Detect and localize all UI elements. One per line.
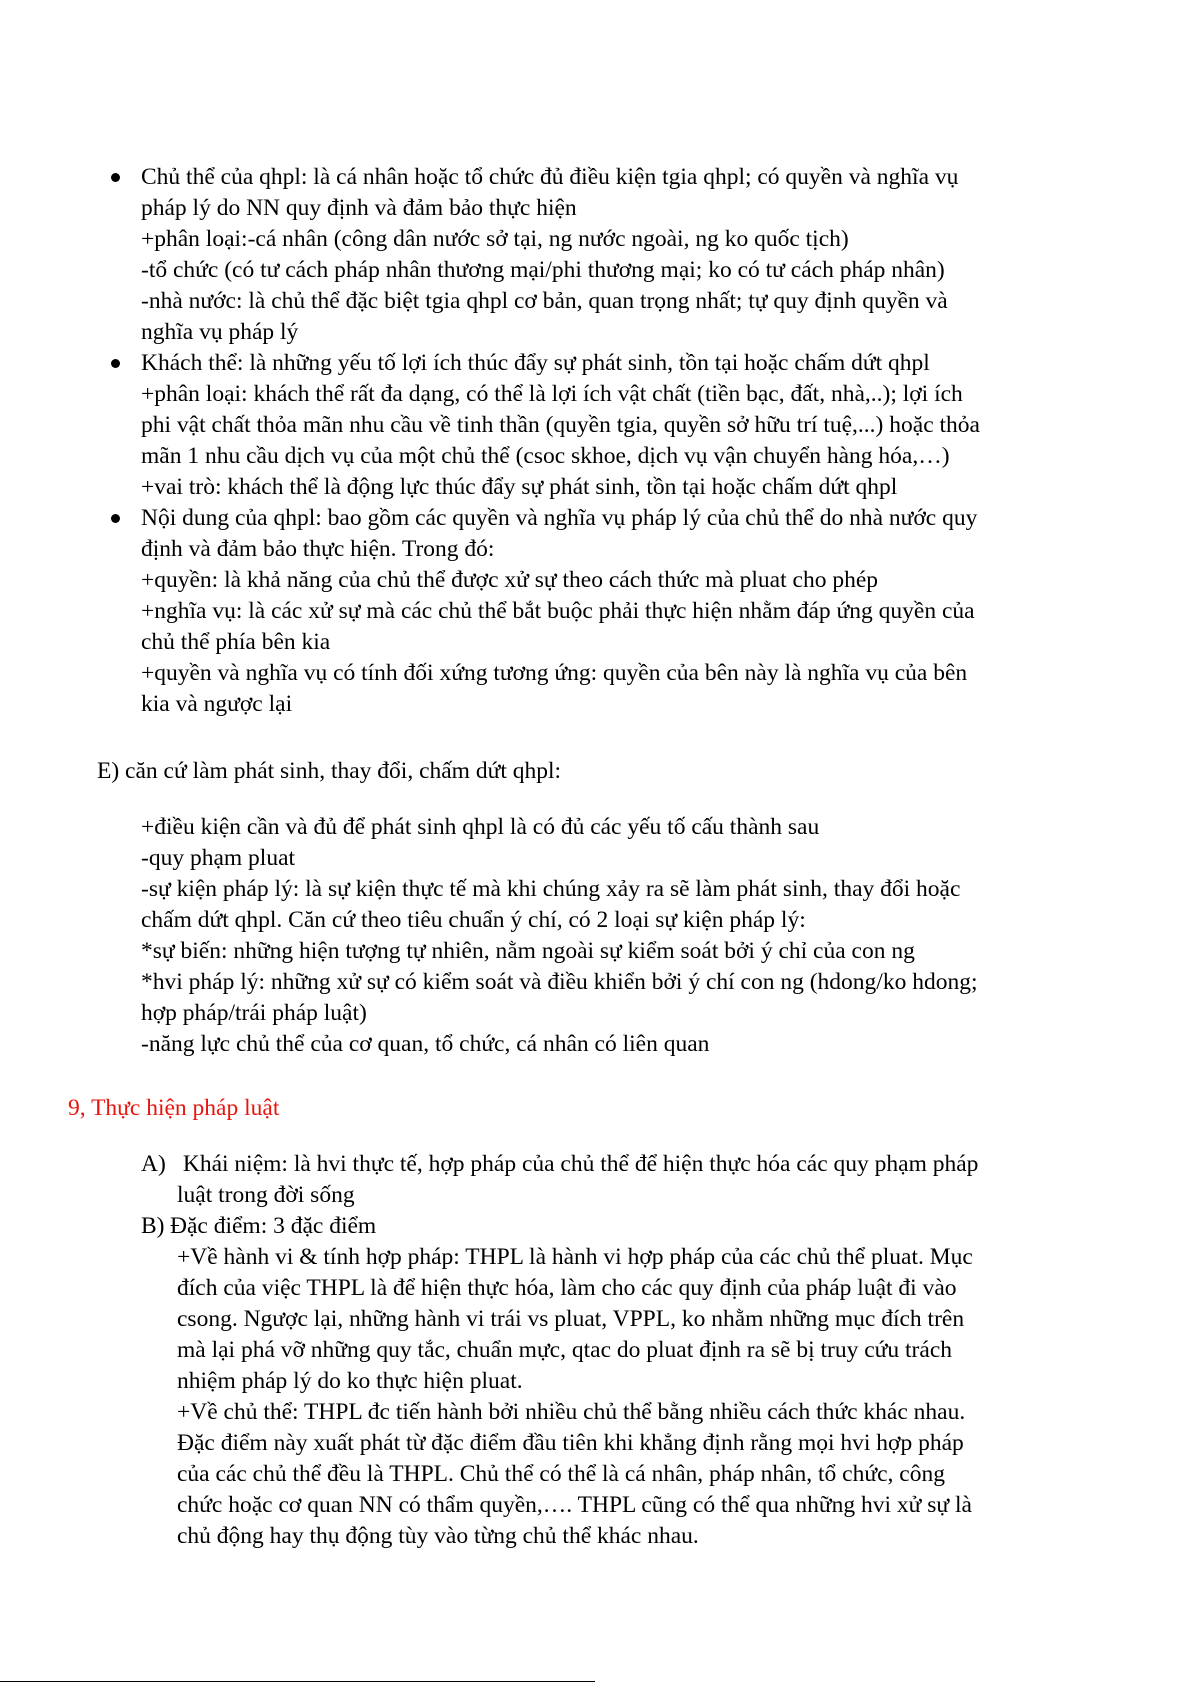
text-line: luật trong đời sống — [177, 1182, 355, 1208]
text-line: +quyền và nghĩa vụ có tính đối xứng tương ứng: quyền của bên này là nghĩa vụ của bên — [141, 660, 968, 686]
text-line: định và đảm bảo thực hiện. Trong đó: — [141, 536, 495, 562]
bullet-dot-icon — [111, 514, 120, 523]
text-line: mãn 1 nhu cầu dịch vụ của một chủ thể (csoc skhoe, dịch vụ vận chuyển hàng hóa,…) — [141, 443, 950, 469]
section-9-list — [141, 1149, 1141, 1552]
text-line: +Về hành vi & tính hợp pháp: THPL là hành vi hợp pháp của các chủ thể pluat. Mục — [177, 1244, 973, 1270]
text-line: +điều kiện cần và đủ để phát sinh qhpl là có đủ các yếu tố cấu thành sau — [141, 814, 820, 840]
page-bottom-rule — [0, 1681, 595, 1682]
bullet-item-object — [111, 348, 1121, 503]
text-line: -nhà nước: là chủ thể đặc biệt tgia qhpl cơ bản, quan trọng nhất; tự quy định quyền và — [141, 288, 948, 314]
text-line: -sự kiện pháp lý: là sự kiện thực tế mà khi chúng xảy ra sẽ làm phát sinh, thay đổi hoặc — [141, 876, 961, 902]
text-line: -quy phạm pluat — [141, 845, 296, 871]
text-line: chủ động hay thụ động tùy vào từng chủ thể khác nhau. — [177, 1523, 699, 1549]
text-line: Chủ thể của qhpl: là cá nhân hoặc tổ chức đủ điều kiện tgia qhpl; có quyền và nghĩa vụ — [141, 164, 959, 190]
list-marker: B) — [141, 1213, 165, 1239]
text-line: +Về chủ thể: THPL đc tiến hành bởi nhiều chủ thể bằng nhiều cách thức khác nhau. — [177, 1399, 966, 1425]
text-line: của các chủ thể đều là THPL. Chủ thể có thể là cá nhân, pháp nhân, tổ chức, công — [177, 1461, 945, 1487]
text-line: Đặc điểm này xuất phát từ đặc điểm đầu tiên khi khẳng định rằng mọi hvi hợp pháp — [177, 1430, 964, 1456]
list-marker: A) — [141, 1151, 166, 1177]
text-line: chức hoặc cơ quan NN có thẩm quyền,…. THPL cũng có thể qua những hvi xử sự là — [177, 1492, 972, 1518]
text-line: +vai trò: khách thể là động lực thúc đẩy sự phát sinh, tồn tại hoặc chấm dứt qhpl — [141, 474, 898, 500]
section-e-heading-block — [97, 756, 561, 787]
qhpl-element-list — [111, 162, 1121, 720]
text-line: +nghĩa vụ: là các xử sự mà các chủ thể bắt buộc phải thực hiện nhằm đáp ứng quyền của — [141, 598, 975, 624]
section-e-heading: E) căn cứ làm phát sinh, thay đổi, chấm dứt qhpl: — [97, 758, 562, 784]
bullet-item-subject — [111, 162, 1121, 348]
text-line: pháp lý do NN quy định và đảm bảo thực hiện — [141, 195, 577, 221]
text-line: kia và ngược lại — [141, 691, 293, 717]
section-e-body — [141, 812, 977, 1060]
list-item-concept — [141, 1149, 1141, 1211]
text-line: +quyền: là khả năng của chủ thể được xử sự theo cách thức mà pluat cho phép — [141, 567, 879, 593]
text-line: hợp pháp/trái pháp luật) — [141, 1000, 367, 1026]
section-9-heading: 9, Thực hiện pháp luật — [68, 1095, 280, 1121]
text-line: Nội dung của qhpl: bao gồm các quyền và nghĩa vụ pháp lý của chủ thể do nhà nước quy — [141, 505, 978, 531]
text-line: phi vật chất thỏa mãn nhu cầu về tinh thần (quyền tgia, quyền sở hữu trí tuệ,...) hoặc thỏa — [141, 412, 980, 438]
text-line: Đặc điểm: 3 đặc điểm — [170, 1213, 377, 1239]
text-line: chủ thể phía bên kia — [141, 629, 331, 655]
text-line: +phân loại:-cá nhân (công dân nước sở tại, ng nước ngoài, ng ko quốc tịch) — [141, 226, 849, 252]
text-line: đích của việc THPL là để hiện thực hóa, làm cho các quy định của pháp luật đi vào — [177, 1275, 957, 1301]
text-line: csong. Ngược lại, những hành vi trái vs pluat, VPPL, ko nhằm những mục đích trên — [177, 1306, 965, 1332]
text-line: chấm dứt qhpl. Căn cứ theo tiêu chuẩn ý chí, có 2 loại sự kiện pháp lý: — [141, 907, 806, 933]
text-line: Khách thể: là những yếu tố lợi ích thúc đẩy sự phát sinh, tồn tại hoặc chấm dứt qhpl — [141, 350, 930, 376]
text-line: Khái niệm: là hvi thực tế, hợp pháp của chủ thể để hiện thực hóa các quy phạm pháp — [177, 1151, 979, 1177]
bullet-item-content — [111, 503, 1121, 720]
text-line: *hvi pháp lý: những xử sự có kiểm soát và điều khiển bởi ý chí con ng (hdong/ko hdong; — [141, 969, 978, 995]
text-line: *sự biến: những hiện tượng tự nhiên, nằm ngoài sự kiểm soát bởi ý chỉ của con ng — [141, 938, 915, 964]
text-line: +phân loại: khách thể rất đa dạng, có thể là lợi ích vật chất (tiền bạc, đất, nhà,..); lợi ích — [141, 381, 963, 407]
text-line: -năng lực chủ thể của cơ quan, tổ chức, cá nhân có liên quan — [141, 1031, 710, 1057]
bullet-dot-icon — [111, 359, 120, 368]
list-item-features — [141, 1211, 1141, 1552]
text-line: nhiệm pháp lý do ko thực hiện pluat. — [177, 1368, 523, 1394]
text-line: nghĩa vụ pháp lý — [141, 319, 299, 345]
text-line: mà lại phá vỡ những quy tắc, chuẩn mực, qtac do pluat định ra sẽ bị truy cứu trách — [177, 1337, 952, 1363]
section-9-heading-block — [68, 1093, 279, 1124]
bullet-dot-icon — [111, 173, 120, 182]
text-line: -tổ chức (có tư cách pháp nhân thương mại/phi thương mại; ko có tư cách pháp nhân) — [141, 257, 945, 283]
